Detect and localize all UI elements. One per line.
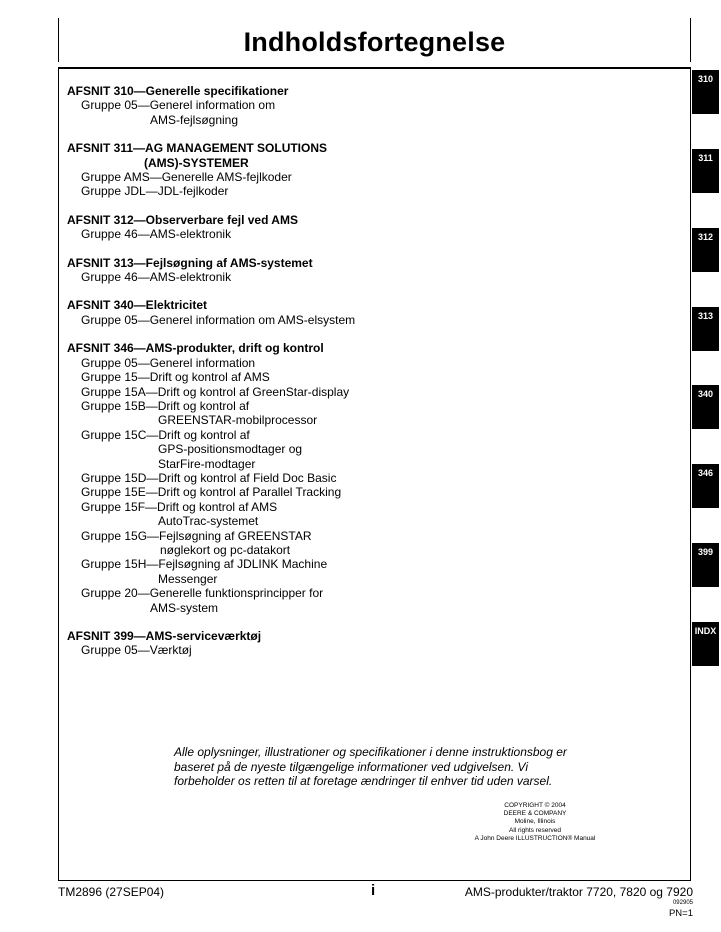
section-heading[interactable]: AFSNIT 313—Fejlsøgning af AMS-systemet [67,255,313,270]
group-entry[interactable]: Gruppe 15F—Drift og kontrol af AMS AutoTrac-systemet [81,499,278,529]
section-tab-index[interactable]: INDX [692,622,719,666]
section-heading[interactable]: AFSNIT 346—AMS-produkter, drift og kontrol [67,341,324,356]
section-tab-312[interactable]: 312 [692,228,719,272]
page-title: Indholdsfortegnelse [243,27,506,57]
group-entry[interactable]: Gruppe JDL—JDL-fejlkoder [81,184,229,199]
toc-section [67,341,667,615]
toc-section [67,213,667,242]
print-code: 092905 [672,900,693,906]
group-entry[interactable]: Gruppe 15C—Drift og kontrol af GPS-positionsmodtager og StarFire-modtager [81,427,303,471]
toc-section [67,629,667,658]
group-entry[interactable]: Gruppe 05—Værktøj [81,643,192,658]
group-entry[interactable]: Gruppe 05—Generel information om AMS-elsystem [81,312,356,327]
frame-line [58,69,59,881]
group-entry[interactable]: Gruppe 15A—Drift og kontrol af GreenStar-display [81,384,350,399]
group-entry[interactable]: Gruppe 46—AMS-elektronik [81,270,232,285]
group-entry[interactable]: Gruppe 46—AMS-elektronik [81,227,232,242]
section-heading[interactable]: AFSNIT 311—AG MANAGEMENT SOLUTIONS (AMS)-SYSTEMER [67,141,328,170]
page-number: i [371,882,376,899]
section-heading[interactable]: AFSNIT 399—AMS-serviceværktøj [67,629,262,643]
table-of-contents [67,84,667,672]
section-tab-313[interactable]: 313 [692,307,719,351]
group-entry[interactable]: Gruppe 15E—Drift og kontrol af Parallel Tracking [81,485,342,500]
frame-line [690,69,691,881]
section-tab-340[interactable]: 340 [692,385,719,429]
section-tab-311[interactable]: 311 [692,149,719,193]
title-rule [58,67,691,69]
toc-section [67,256,667,285]
group-entry[interactable]: Gruppe 05—Generel information [81,355,256,370]
section-heading[interactable]: AFSNIT 340—Elektricitet [67,298,208,313]
group-entry[interactable]: Gruppe 20—Generelle funktionsprincipper for AMS-system [81,586,324,615]
toc-section [67,84,667,127]
group-entry[interactable]: Gruppe 15—Drift og kontrol af AMS [81,370,270,385]
section-heading[interactable]: AFSNIT 312—Observerbare fejl ved AMS [67,212,298,227]
toc-section [67,141,667,199]
toc-section [67,298,667,327]
footer-rule [58,880,691,881]
disclaimer-notice: Alle oplysninger, illustrationer og specifikationer i denne instruktionsbog er baseret på de nyeste tilgængelige informationer ved udgivelsen. Vi forbeholder os retten til at foretage ændringer til enhver tid uden varsel. [174,745,567,788]
frame-line [690,18,691,62]
group-entry[interactable]: Gruppe 15H—Fejlsøgning af JDLINK Machine Messenger [81,557,328,586]
section-tab-310[interactable]: 310 [692,70,719,114]
pn-label: PN=1 [668,908,693,919]
copyright-block: COPYRIGHT © 2004 DEERE & COMPANY Moline, Illinois All rights reserved A John Deere ILLUSTRUCTION® Manual [474,802,596,842]
document-id: TM2896 (27SEP04) [58,885,165,899]
group-entry[interactable]: Gruppe 05—Generel information om AMS-fejlsøgning [81,98,276,127]
group-entry[interactable]: Gruppe 15D—Drift og kontrol af Field Doc Basic [81,470,337,485]
section-tab-346[interactable]: 346 [692,464,719,508]
section-heading[interactable]: AFSNIT 310—Generelle specifikationer [67,84,289,98]
group-entry[interactable]: Gruppe 15B—Drift og kontrol af GREENSTAR-mobilprocessor [81,398,318,428]
group-entry[interactable]: Gruppe 15G—Fejlsøgning af GREENSTAR nøglekort og pc-datakort [81,528,312,557]
product-name: AMS-produkter/traktor 7720, 7820 og 7920 [464,885,693,899]
section-tab-399[interactable]: 399 [692,543,719,587]
group-entry[interactable]: Gruppe AMS—Generelle AMS-fejlkoder [81,170,292,185]
